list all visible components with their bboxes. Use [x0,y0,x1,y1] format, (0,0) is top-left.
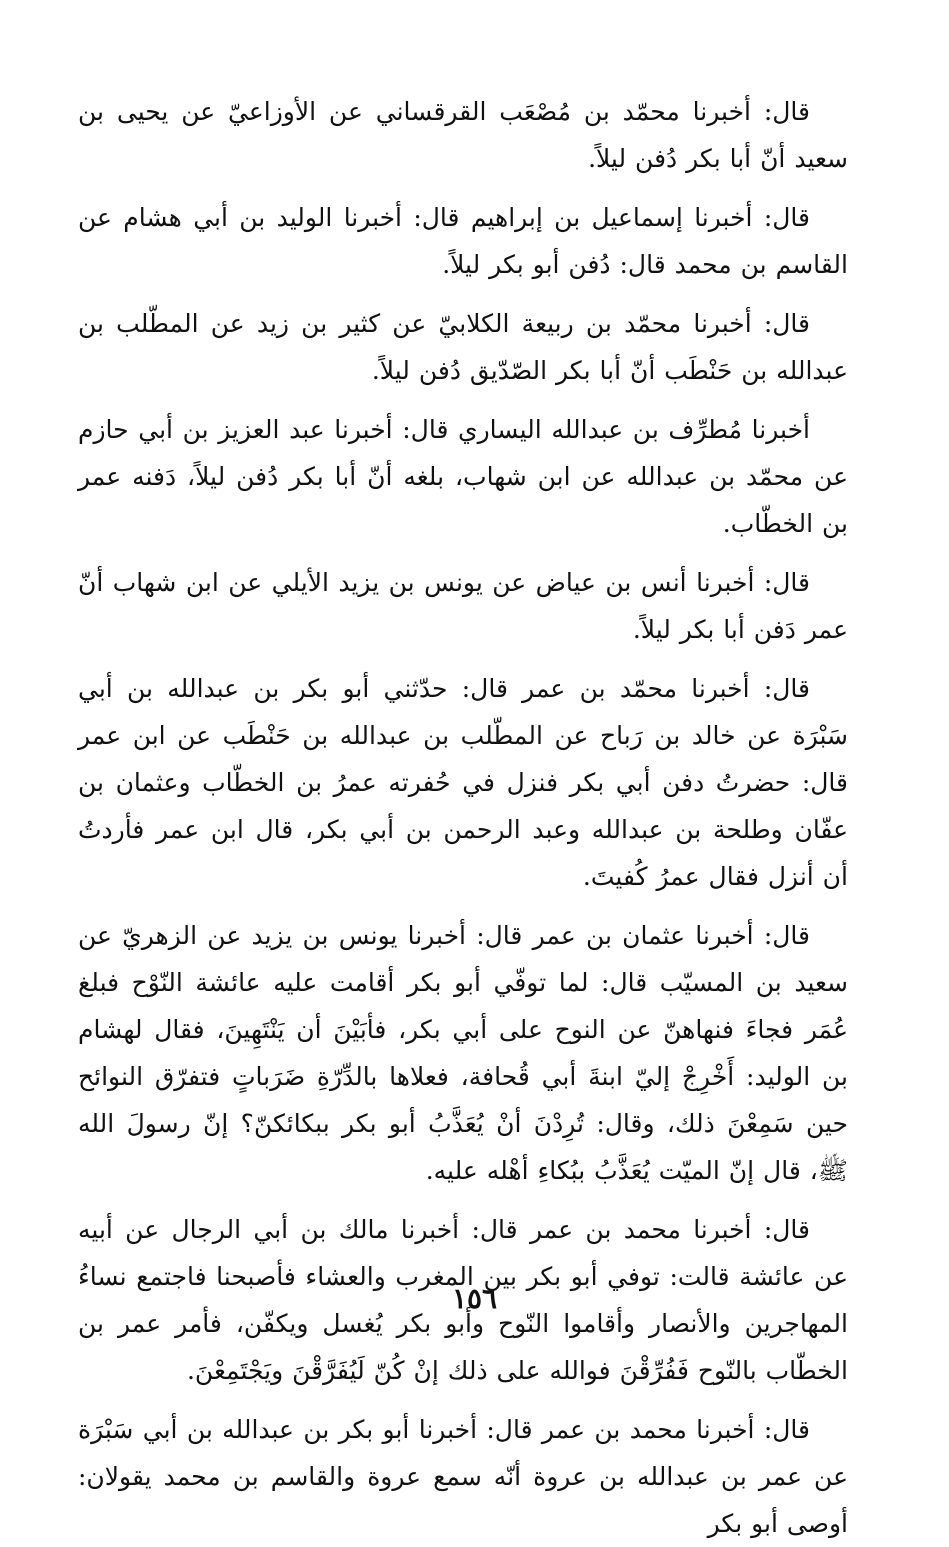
paragraph-6: قال: أخبرنا محمّد بن عمر قال: حدّثني أبو بكر بن عبدالله بن أبي سَبْرَة عن خالد بن رَباح عن المطّلب بن عبدالله بن حَنْطَب عن ابن عمر قال: حضرتُ دفن أبي بكر فنزل في حُفرته عمرُ بن الخطّاب وعثمان بن عفّان وطلحة بن عبدالله وعبد الرحمن بن أبي بكر، قال ابن عمر فأردتُ أن أنزل فقال عمرُ كُفيتَ. [78,674,848,891]
paragraph-2: قال: أخبرنا إسماعيل بن إبراهيم قال: أخبرنا الوليد بن أبي هشام عن القاسم بن محمد قال: دُفن أبو بكر ليلاً. [78,203,848,279]
paragraph-9: قال: أخبرنا محمد بن عمر قال: أخبرنا أبو بكر بن عبدالله بن أبي سَبْرَة عن عمر بن عبدالله بن عروة أنّه سمع عروة والقاسم بن محمد يقولان: أوصى أبو بكر [78,1415,848,1538]
paragraph-5: قال: أخبرنا أنس بن عياض عن يونس بن يزيد الأيلي عن ابن شهاب أنّ عمر دَفن أبا بكر ليلاً. [78,568,848,644]
paragraph-1: قال: أخبرنا محمّد بن مُصْعَب القرقساني عن الأوزاعيّ عن يحيى بن سعيد أنّ أبا بكر دُفن ليلاً. [78,97,848,173]
paragraph-4: أخبرنا مُطرِّف بن عبدالله اليساري قال: أخبرنا عبد العزيز بن أبي حازم عن محمّد بن عبدالله عن ابن شهاب، بلغه أنّ أبا بكر دُفن ليلاً، دَفنه عمر بن الخطّاب. [78,415,848,538]
paragraph-7: قال: أخبرنا عثمان بن عمر قال: أخبرنا يونس بن يزيد عن الزهريّ عن سعيد بن المسيّب قال: لما توفّي أبو بكر أقامت عليه عائشة النّوْح فبلغ عُمَر فجاءَ فنهاهنّ عن النوح على أبي بكر، فأبَيْنَ أن يَنْتَهِينَ، فقال لهشام بن الوليد: أَخْرِجْ إليّ ابنةَ أبي قُحافة، فعلاها بالدِّرّةِ ضَرَباتٍ فتفرّق النوائح حين سَمِعْنَ ذلك، وقال: تُرِدْنَ أنْ يُعَذَّبُ أبو بكر ببكائكنّ؟ إنّ رسولَ الله ﷺ، قال إنّ الميّت يُعَذَّبُ ببُكاءِ أهْله عليه. [78,921,848,1185]
paragraph-3: قال: أخبرنا محمّد بن ربيعة الكلابيّ عن كثير بن زيد عن المطّلب بن عبدالله بن حَنْطَب أنّ أبا بكر الصّدّيق دُفن ليلاً. [78,309,848,385]
paragraph-8: قال: أخبرنا محمد بن عمر قال: أخبرنا مالك بن أبي الرجال عن أبيه عن عائشة قالت: توفي أبو بكر بين المغرب والعشاء فأصبحنا فاجتمع نساءُ المهاجرين والأنصار وأقاموا النّوح وأبو بكر يُغسل ويكفّن، فأمر عمر بن الخطّاب بالنّوح فَفُرِّقْنَ فوالله على ذلك إنْ كُنّ لَيُفَرَّقْنَ ويَجْتَمِعْنَ. [78,1215,848,1385]
page-number: ١٥٦ [451,1282,498,1315]
